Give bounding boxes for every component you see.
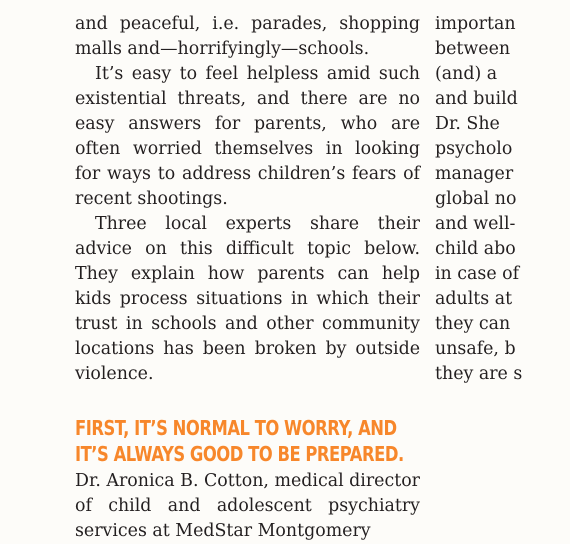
paragraph-experts: Three local experts share their advice on this difficult topic below. They explain how parents can help kids process situations in which their trust in schools and other community locations has been broken by outside violence. [75, 214, 420, 384]
heading-line-1: FIRST, IT’S NORMAL TO WORRY, AND [75, 416, 397, 440]
paragraph-cotton: Dr. Aronica B. Cotton, medical director of child and adolescent psychiatry services at MedStar Montgomery [75, 471, 420, 541]
paragraph-intro-continued [75, 0, 420, 62]
text-line: between [435, 39, 511, 59]
text-line: and peaceful, i.e. parades, shopping [75, 14, 420, 34]
text-line: they can [435, 314, 511, 334]
text-line: psycholo [435, 139, 513, 159]
text-line: importan [435, 14, 516, 34]
text-line: global no [435, 189, 517, 209]
text-line: and build [435, 89, 518, 109]
text-line: adults at [435, 289, 513, 309]
text-line: Dr. She [435, 114, 500, 134]
text-line: in case of [435, 264, 520, 284]
text-line: child abo [435, 239, 516, 259]
text-line: malls and—horrifyingly—schools. [75, 39, 370, 59]
article-left-column [75, 0, 420, 544]
article-right-column [435, 0, 555, 387]
text-line: (and) a [435, 64, 498, 84]
text-line: and well- [435, 214, 516, 234]
text-line: unsafe, b [435, 339, 516, 359]
section-heading [75, 416, 419, 467]
heading-line-2: IT’S ALWAYS GOOD TO BE PREPARED. [75, 441, 404, 466]
text-line: they are s [435, 364, 523, 384]
text-line: manager [435, 164, 514, 184]
paragraph-helpless: It’s easy to feel helpless amid such existential threats, and there are no easy answers for parents, who are often worried themselves in looking for ways to address children’s fears of recent shootings. [75, 64, 420, 209]
